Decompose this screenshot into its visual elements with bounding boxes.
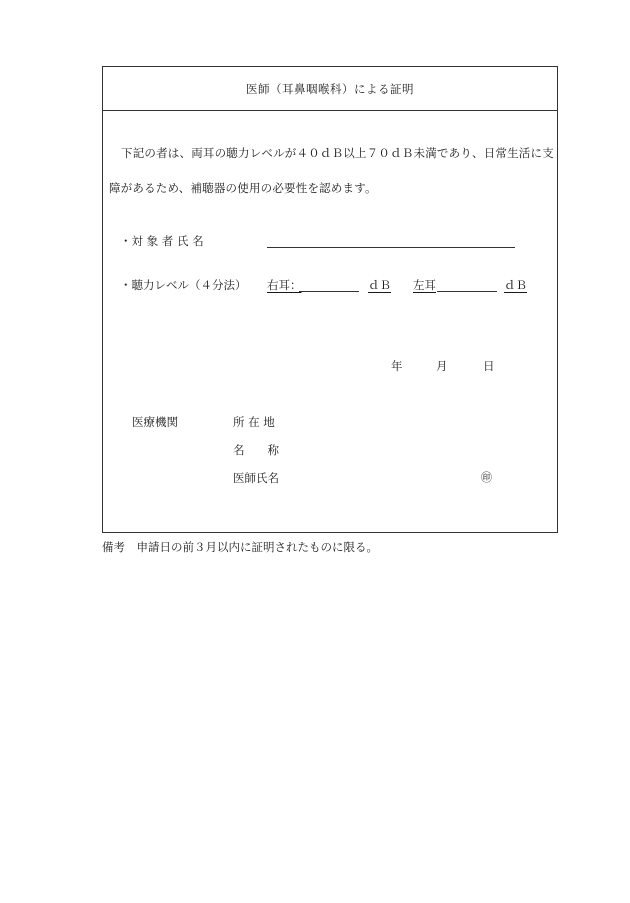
subject-name-label: ・対 象 者 氏 名 bbox=[120, 234, 204, 248]
doctor-name-label: 医師氏名 bbox=[233, 471, 279, 485]
right-ear-label: 右耳： bbox=[267, 278, 302, 292]
date-day-label: 日 bbox=[483, 359, 495, 373]
remarks-note: 備考 申請日の前３月以内に証明されたものに限る。 bbox=[102, 540, 378, 554]
seal-icon: ㊞ bbox=[481, 471, 492, 484]
date-month-label: 月 bbox=[436, 359, 448, 373]
hearing-level-label: ・聴力レベル（４分法） bbox=[120, 278, 247, 292]
certification-statement: 下記の者は、両耳の聴力レベルが４０ｄＢ以上７０ｄＢ未満であり、日常生活に支障があるため、補聴器の使用の必要性を認めます。 bbox=[109, 146, 554, 195]
right-ear-value-field[interactable] bbox=[299, 291, 359, 292]
left-ear-db-unit: ｄＢ bbox=[504, 278, 527, 292]
form-title: 医師（耳鼻咽喉科）による証明 bbox=[103, 67, 557, 111]
date-year-label: 年 bbox=[391, 359, 403, 373]
subject-name-field[interactable] bbox=[267, 247, 515, 248]
left-ear-label: 左耳 bbox=[413, 278, 436, 292]
institution-label: 医療機関 bbox=[132, 415, 178, 429]
address-label: 所 在 地 bbox=[233, 415, 275, 429]
left-ear-value-field[interactable] bbox=[437, 291, 497, 292]
right-ear-db-unit: ｄＢ bbox=[368, 278, 391, 292]
institution-name-label: 名 称 bbox=[233, 443, 279, 457]
certificate-form bbox=[102, 66, 558, 533]
